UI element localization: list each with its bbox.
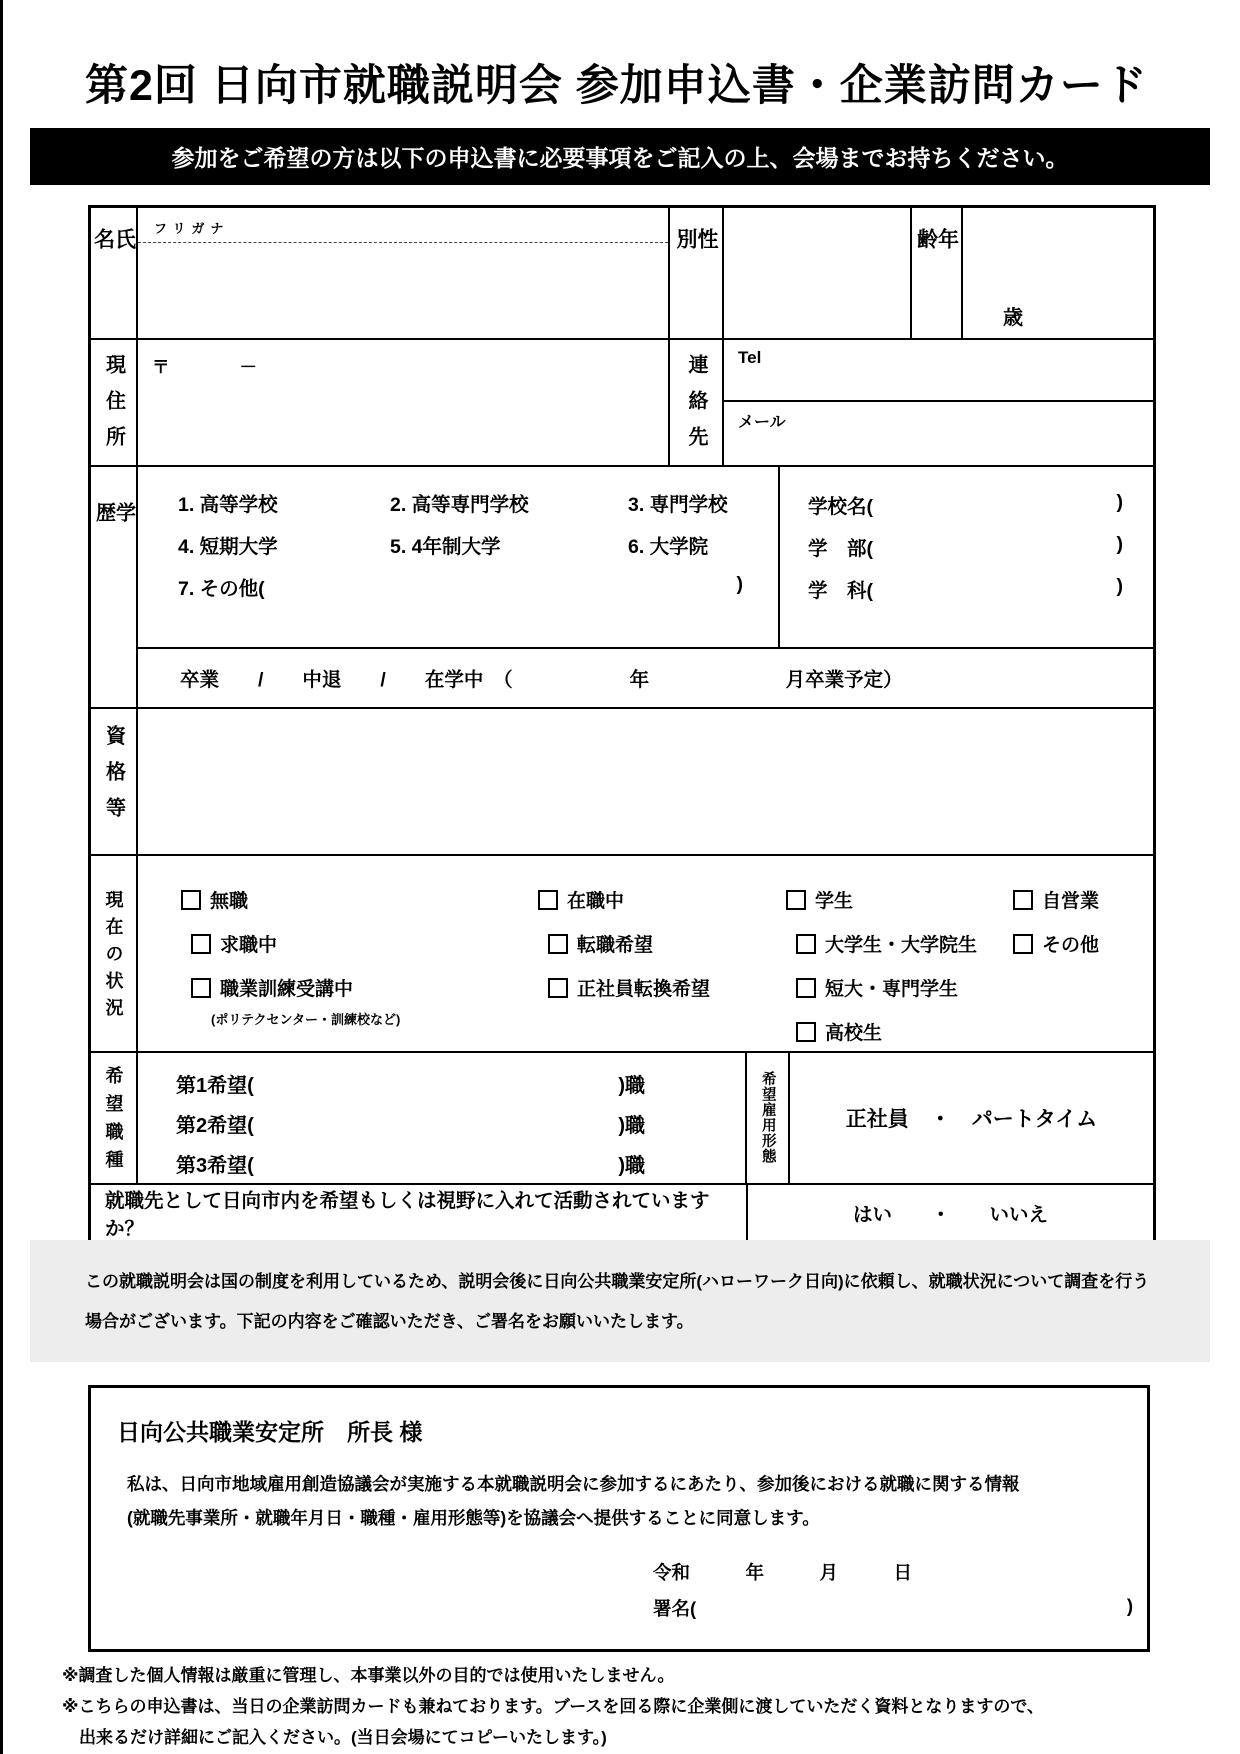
checkbox-label: 短大・専門学生 [825,979,959,1000]
checkbox-item [796,930,977,957]
checkbox-mushoku[interactable] [181,890,201,910]
footnote-card-1: ※こちらの申込書は、当日の企業訪問カードも兼ねております。ブースを回る際に企業側に渡していただく資料となりますので、 [62,1697,1045,1716]
mail-label: メール [738,414,786,431]
faculty-close: ) [1116,533,1123,555]
footnote-card-2: 出来るだけ詳細にご記入ください。(当日会場にてコピーいたします。) [79,1728,607,1747]
checkbox-label: 求職中 [220,935,278,956]
name-row [91,208,1153,340]
name-label: 氏名 [91,228,136,301]
education-options [138,467,780,647]
employment-type-label-cell [747,1053,790,1183]
age-unit-label: 歳 [1003,307,1023,329]
contact-input-cell [724,340,1153,465]
scan-edge-line [0,0,3,1754]
status-column-other [1013,886,1099,974]
checkbox-label: 学生 [815,891,854,912]
checkbox-label: 自営業 [1042,891,1100,912]
footnotes [62,1660,1044,1753]
school-name-open: 学校名( [808,496,873,518]
checkbox-item [548,930,710,957]
postal-code-label: 〒 － [152,357,257,377]
consent-body-line2: (就職先事業所・就職年月日・職種・雇用形態等)を協議会へ提供することに同意します。 [127,1508,820,1528]
qualifications-input-cell [138,709,1153,854]
checkbox-label: 無職 [210,891,249,912]
checkbox-label: 高校生 [825,1023,883,1044]
checkbox-kokosei[interactable] [796,1022,816,1042]
choice-suffix: )職 [618,1075,645,1097]
school-name-line [808,491,1123,519]
education-option: 6. 大学院 [628,536,709,558]
third-choice-line [176,1149,645,1178]
consent-body-line1: 私は、日向市地域雇用創造協議会が実施する本就職説明会に参加するにあたり、参加後における就職に関する情報 [127,1474,1020,1494]
checkbox-item [548,974,710,1001]
status-label: 現在の状況 [103,890,124,1025]
address-row [91,340,1153,467]
furigana-label: フリガナ [138,208,668,243]
checkbox-label: 職業訓練受講中 [220,979,354,1000]
checkbox-kunren[interactable] [191,978,211,998]
checkbox-label: 在職中 [567,891,625,912]
tel-label: Tel [724,340,1153,402]
employment-type-label: 希望雇用形態 [759,1071,776,1164]
faculty-line [808,533,1123,561]
qualifications-label-cell [91,709,138,854]
preference-label: 希望職種 [103,1066,124,1178]
education-option-other [178,573,743,601]
checkbox-tenshoku[interactable] [548,934,568,954]
page-title: 第2回 日向市就職説明会 参加申込書・企業訪問カード [85,62,1148,110]
footnote-privacy: ※調査した個人情報は厳重に管理し、本事業以外の目的では使用いたしません。 [62,1666,675,1685]
department-open: 学 科( [808,580,873,602]
checkbox-gakusei[interactable] [786,890,806,910]
education-option: 3. 専門学校 [628,494,728,516]
signature-open: 署名( [653,1598,697,1619]
second-choice-open: 第2希望( [176,1115,254,1137]
education-content-cell [138,467,1153,707]
status-column-student [786,886,977,1062]
checkbox-label: 正社員転換希望 [577,979,711,1000]
school-fields [780,467,1153,647]
question-row [91,1185,1153,1240]
education-option-grid [178,489,778,559]
checkbox-item [181,886,400,913]
checkbox-item [1013,930,1099,957]
checkbox-item [796,974,977,1001]
education-options-area [138,467,1153,649]
education-other-close: ) [736,573,743,595]
checkbox-item [786,886,977,913]
survey-notice: この就職説明会は国の制度を利用しているため、説明会後に日向公共職業安定所(ハローワーク日向)に依頼し、就職状況について調査を行う場合がございます。下記の内容をご確認いただき、ご署名をお願いいたします。 [30,1240,1210,1362]
first-choice-line [176,1069,645,1098]
department-line [808,575,1123,603]
education-other-open: 7. その他( [178,578,265,600]
checkbox-label: 大学生・大学院生 [825,935,978,956]
training-note: (ポリテクセンター・訓練校など) [211,1012,401,1027]
gender-label: 性別 [674,228,718,301]
status-content-cell [138,856,1153,1051]
qualifications-row [91,709,1153,856]
gender-label-cell [670,208,724,338]
gender-input-cell [724,208,912,338]
checkbox-label: その他 [1042,935,1100,956]
graduation-status-line: 卒業 / 中退 / 在学中 （ 年 月卒業予定） [180,669,903,691]
education-option: 5. 4年制大学 [390,536,501,558]
preference-row [91,1053,1153,1185]
choice-suffix: )職 [618,1155,645,1177]
school-name-close: ) [1116,491,1123,513]
age-label-cell [912,208,963,338]
question-answers: はい ・ いいえ [852,1203,1048,1226]
faculty-open: 学 部( [808,538,873,560]
employment-type-options: 正社員 ・ パートタイム [845,1108,1098,1131]
checkbox-item [538,886,710,913]
checkbox-item [191,974,400,1001]
date-line: 令和 年 月 日 [653,1562,913,1583]
age-label: 年齢 [914,228,959,301]
status-column-unemployed [181,886,400,1028]
checkbox-seishain-tenkan[interactable] [548,978,568,998]
checkbox-item [1013,886,1099,913]
name-label-cell [91,208,138,338]
signature-line [653,1595,1133,1621]
consent-box [88,1385,1150,1652]
address-input-cell [138,340,670,465]
first-choice-open: 第1希望( [176,1075,254,1097]
instruction-banner: 参加をご希望の方は以下の申込書に必要事項をご記入の上、会場までお持ちください。 [30,128,1210,185]
checkbox-zaishokuchu[interactable] [538,890,558,910]
third-choice-open: 第3希望( [176,1155,254,1177]
consent-body [91,1447,1147,1535]
status-column-employed [538,886,710,1018]
address-label-cell [91,340,138,465]
address-label: 現住所 [102,354,125,462]
checkbox-sonota[interactable] [1013,934,1033,954]
qualifications-label: 資格等 [102,725,125,833]
status-label-cell [91,856,138,1051]
choice-suffix: )職 [618,1115,645,1137]
checkbox-label: 転職希望 [577,935,654,956]
education-option: 4. 短期大学 [178,536,278,558]
second-choice-line [176,1109,645,1138]
checkbox-daigakusei[interactable] [796,934,816,954]
checkbox-item [796,1018,977,1045]
checkbox-item [191,930,400,957]
preference-label-cell [91,1053,138,1183]
checkbox-tandai[interactable] [796,978,816,998]
age-input-cell [963,208,1153,338]
education-option: 2. 高等専門学校 [390,494,529,516]
status-row [91,856,1153,1053]
contact-label-cell [670,340,724,465]
education-option: 1. 高等学校 [178,494,278,516]
consent-addressee: 日向公共職業安定所 所長 様 [117,1419,423,1445]
education-label-cell [91,467,138,707]
preference-input-cell [138,1053,747,1183]
checkbox-jieigyo[interactable] [1013,890,1033,910]
contact-label: 連絡先 [685,354,707,462]
department-close: ) [1116,575,1123,597]
application-table [88,205,1156,1243]
name-input-cell [138,208,670,338]
education-label: 学歴 [92,502,135,622]
education-row [91,467,1153,709]
signature-close: ) [1126,1595,1133,1616]
checkbox-kyushokuchu[interactable] [191,934,211,954]
question-text: 就職先として日向市内を希望もしくは視野に入れて活動されていますか？ [91,1185,748,1240]
